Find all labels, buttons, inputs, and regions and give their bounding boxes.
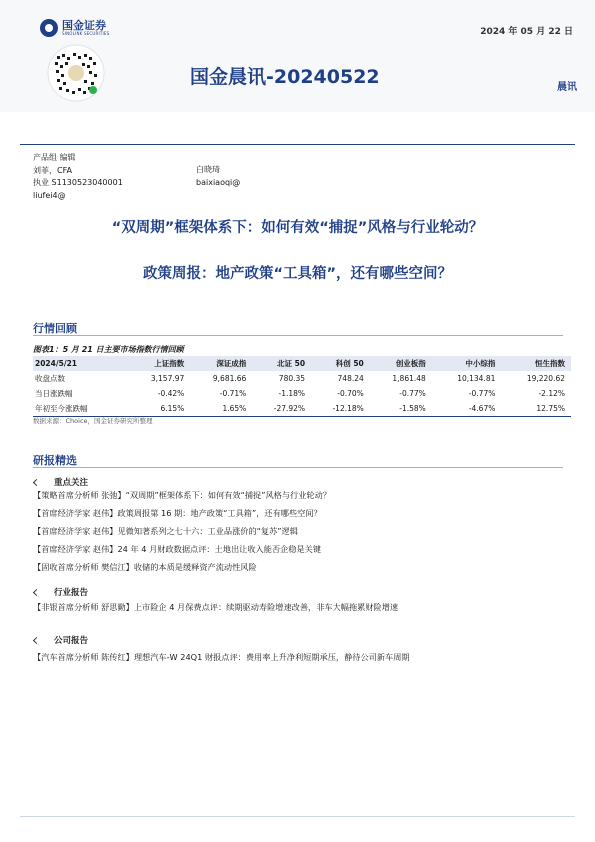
table-cell: -2.12% (538, 389, 565, 398)
table-cell: -0.77% (468, 389, 496, 398)
column-header: 中小综指 (432, 356, 502, 371)
table-cell: -1.58% (370, 401, 432, 417)
table-cell: 年初至今涨跌幅 (33, 401, 128, 417)
table-row (33, 386, 571, 401)
author-line: 刘菲，CFA (33, 165, 72, 175)
table-cell: -27.92% (252, 401, 311, 417)
author-block-right (196, 164, 240, 189)
table-cell: 19,220.62 (526, 374, 565, 383)
chevron-right-icon (33, 589, 40, 596)
report-date: 2024 年 05 月 22 日 (480, 27, 573, 37)
headline-2[interactable]: 政策周报：地产政策“工具箱”，还有哪些空间？ (142, 266, 453, 282)
footer-divider (20, 816, 575, 817)
logo-mark-icon (40, 19, 58, 37)
table-cell: 10,134.81 (457, 374, 496, 383)
table-cell: -0.42% (157, 389, 185, 398)
author-email: baixiaoqi@ (196, 177, 241, 187)
report-link[interactable]: 【非银首席分析师 舒思勤】上市险企 4 月保费点评：续期驱动寿险增速改善，非车大幅拖累财险增速 (33, 602, 399, 612)
table-cell: -0.70% (337, 389, 364, 398)
table-cell: 收盘点数 (35, 374, 65, 383)
qr-code-icon (47, 44, 105, 102)
table-cell: -0.71% (219, 389, 247, 398)
group-header-company (33, 634, 88, 646)
table-cell: 当日涨跌幅 (35, 389, 73, 398)
author-line: 白晓琦 (196, 165, 220, 174)
table-cell: 12.75% (501, 401, 571, 417)
table-cell: -0.77% (399, 389, 426, 398)
section-title-research: 研报精选 (33, 454, 77, 467)
table-cell: 780.35 (278, 374, 306, 383)
report-title: 国金晨讯-20240522 (190, 66, 380, 88)
column-header: 恒生指数 (501, 356, 571, 371)
data-source-note: 数据来源：Choice，国金证券研究所整理 (33, 417, 153, 425)
table-cell: 748.24 (337, 374, 364, 383)
company-logo (40, 19, 109, 37)
group-title: 公司报告 (54, 636, 89, 646)
table-header-row (33, 356, 571, 371)
column-header: 创业板指 (370, 356, 432, 371)
report-type: 晨讯 (557, 82, 577, 93)
header-divider (20, 144, 575, 145)
headline-1[interactable]: “双周期”框架体系下：如何有效“捕捉”风格与行业轮动？ (111, 220, 484, 236)
table-row (33, 401, 571, 417)
report-link[interactable]: 【首席经济学家 赵伟】24 年 4 月财政数据点评：土地出让收入能否企稳是关键 (33, 544, 322, 554)
group-header-industry (33, 586, 88, 598)
group-title: 行业报告 (54, 588, 89, 598)
market-index-table (33, 356, 571, 417)
author-line: 产品组 编辑 (33, 153, 76, 162)
column-header: 科创 50 (311, 356, 370, 371)
column-header: 深证成指 (190, 356, 252, 371)
author-email: liufei4@ (33, 190, 66, 200)
column-header: 2024/5/21 (33, 356, 128, 371)
group-header-key-focus (33, 476, 88, 488)
chevron-right-icon (33, 479, 40, 486)
report-link[interactable]: 【策略首席分析师 张弛】“双周期”框架体系下：如何有效“捕捉”风格与行业轮动？ (33, 490, 331, 500)
logo-text-en: SINOLINK SECURITIES (62, 30, 110, 36)
table-cell: 1,861.48 (392, 374, 426, 383)
chevron-right-icon (33, 637, 40, 644)
section-title-market-review: 行情回顾 (33, 322, 77, 335)
column-header: 北证 50 (252, 356, 311, 371)
section-divider (33, 335, 563, 336)
report-link[interactable]: 【固收首席分析师 樊信江】收储的本质是缓释资产流动性风险 (33, 562, 257, 572)
group-title: 重点关注 (54, 478, 89, 488)
logo-text-cn: 国金证券 (62, 18, 106, 32)
report-link[interactable]: 【首席经济学家 赵伟】政策周报第 16 期：地产政策“工具箱”，还有哪些空间？ (33, 508, 322, 518)
table-cell: -4.67% (432, 401, 502, 417)
author-line: 执业 S1130523040001 (33, 178, 123, 187)
column-header: 上证指数 (128, 356, 190, 371)
report-link[interactable]: 【首席经济学家 赵伟】见微知著系列之七十六：工业品涨价的“复苏”逻辑 (33, 526, 298, 536)
table-cell: 9,681.66 (212, 374, 247, 383)
table-cell: -12.18% (311, 401, 370, 417)
section-divider (33, 467, 563, 468)
table-cell: 6.15% (128, 401, 190, 417)
figure-caption: 图表1：5 月 21 日主要市场指数行情回顾 (33, 345, 184, 354)
table-row (33, 371, 571, 386)
report-link[interactable]: 【汽车首席分析师 陈传红】理想汽车-W 24Q1 财报点评：费用率上升净利短期承压，静待公司新车周期 (33, 652, 410, 662)
table-cell: 1.65% (190, 401, 252, 417)
table-cell: 3,157.97 (150, 374, 185, 383)
author-block-left (33, 152, 123, 202)
table-cell: -1.18% (278, 389, 306, 398)
